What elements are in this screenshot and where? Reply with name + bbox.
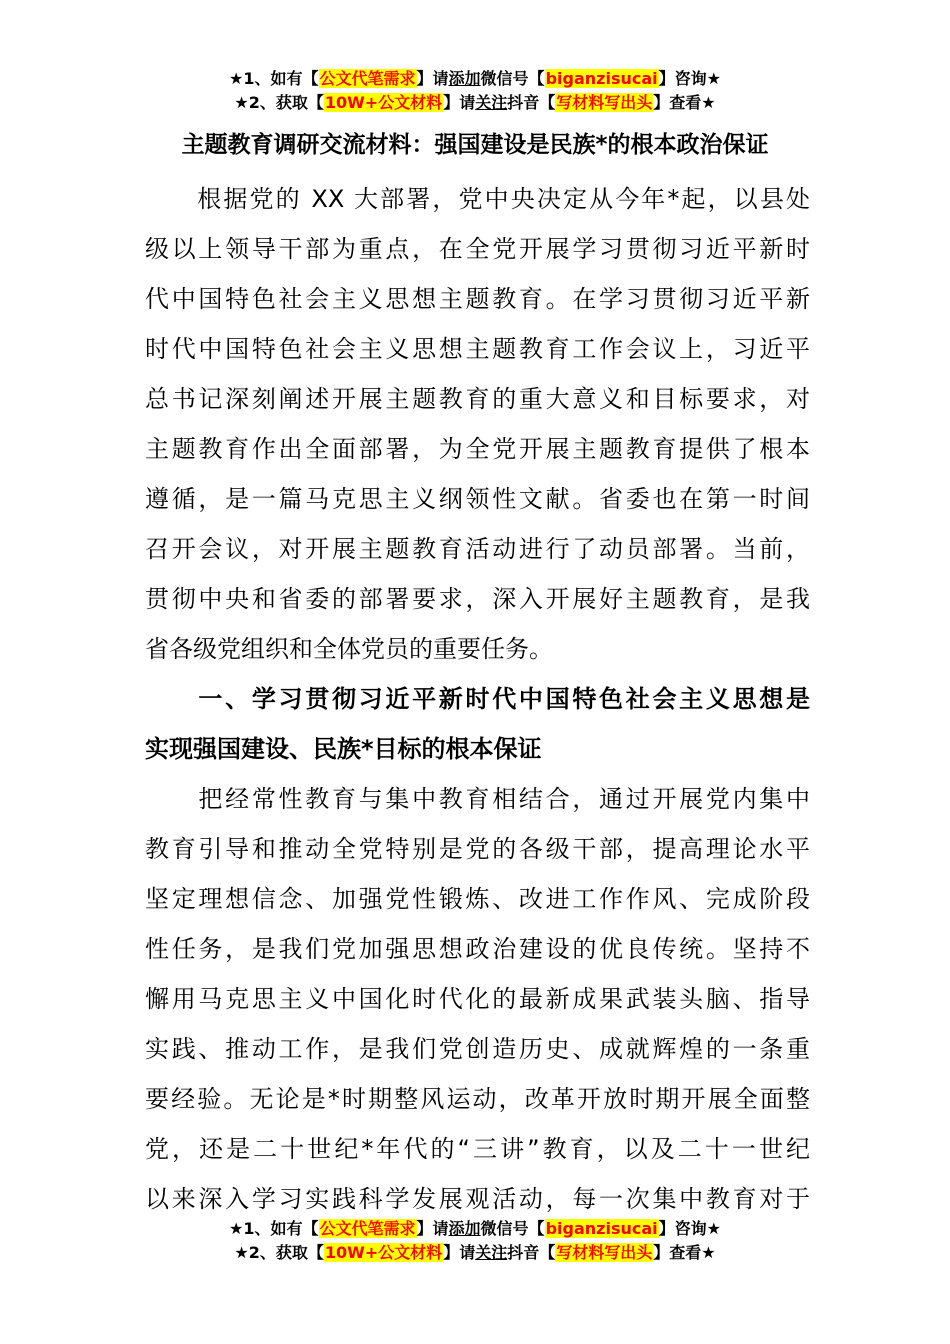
highlight-text: 写材料写出头 [556,1243,653,1262]
highlight-text: 10W+公文材料 [324,93,443,112]
text-line: 总书记深刻阐述开展主题教育的重大意义和目标要求，对 [145,385,810,413]
document-body [145,174,810,1224]
section-heading-line: 一、学习贯彻习近平新时代中国特色社会主义思想是 [145,685,810,713]
highlight-text: 10W+公文材料 [324,1243,443,1262]
text-line: 代中国特色社会主义思想主题教育。在学习贯彻习近平新 [145,285,810,313]
highlight-text: 写材料写出头 [556,93,653,112]
text-line: 根据党的 XX 大部署，党中央决定从今年*起，以县处 [145,185,810,213]
highlight-text: biganzisucai [545,1219,658,1238]
promo-line-1: ★1、如有【公文代笔需求】请添加微信号【biganzisucai】咨询★ [229,1219,721,1238]
promo-header [0,68,950,116]
text-line: 遵循，是一篇马克思主义纲领性文献。省委也在第一时间 [145,485,810,513]
text-line: 坚定理想信念、加强党性锻炼、改进工作作风、完成阶段 [145,885,810,913]
text-line: 主题教育作出全面部署，为全党开展主题教育提供了根本 [145,435,810,463]
text-line: 省各级党组织和全体党员的重要任务。 [145,635,553,663]
highlight-text: 公文代笔需求 [319,69,416,88]
promo-line-2: ★2、获取【10W+公文材料】请关注抖音【写材料写出头】查看★ [234,1243,716,1262]
text-line: 召开会议，对开展主题教育活动进行了动员部署。当前， [145,535,810,563]
text-line: 懈用马克思主义中国化时代化的最新成果武装头脑、指导 [145,985,810,1013]
text-line: 性任务，是我们党加强思想政治建设的优良传统。坚持不 [145,935,810,963]
document-title: 主题教育调研交流材料：强国建设是民族*的根本政治保证 [181,132,769,158]
text-line: 实践、推动工作，是我们党创造历史、成就辉煌的一条重 [145,1035,810,1063]
section-heading-line: 实现强国建设、民族*目标的根本保证 [145,735,542,763]
highlight-text: 公文代笔需求 [319,1219,416,1238]
text-line: 教育引导和推动全党特别是党的各级干部，提高理论水平 [145,835,810,863]
text-line: 把经常性教育与集中教育相结合，通过开展党内集中 [145,785,810,813]
highlight-text: biganzisucai [545,69,658,88]
text-line: 要经验。无论是*时期整风运动，改革开放时期开展全面整 [145,1085,810,1113]
text-line: 以来深入学习实践科学发展观活动，每一次集中教育对于 [145,1185,810,1213]
promo-line-1: ★1、如有【公文代笔需求】请添加微信号【biganzisucai】咨询★ [229,69,721,88]
promo-footer [0,1218,950,1266]
promo-line-2: ★2、获取【10W+公文材料】请关注抖音【写材料写出头】查看★ [234,93,716,112]
text-line: 级以上领导干部为重点，在全党开展学习贯彻习近平新时 [145,235,810,263]
text-line: 贯彻中央和省委的部署要求，深入开展好主题教育，是我 [145,585,810,613]
text-line: 党，还是二十世纪*年代的“三讲”教育，以及二十一世纪 [145,1135,810,1163]
text-line: 时代中国特色社会主义思想主题教育工作会议上，习近平 [145,335,810,363]
